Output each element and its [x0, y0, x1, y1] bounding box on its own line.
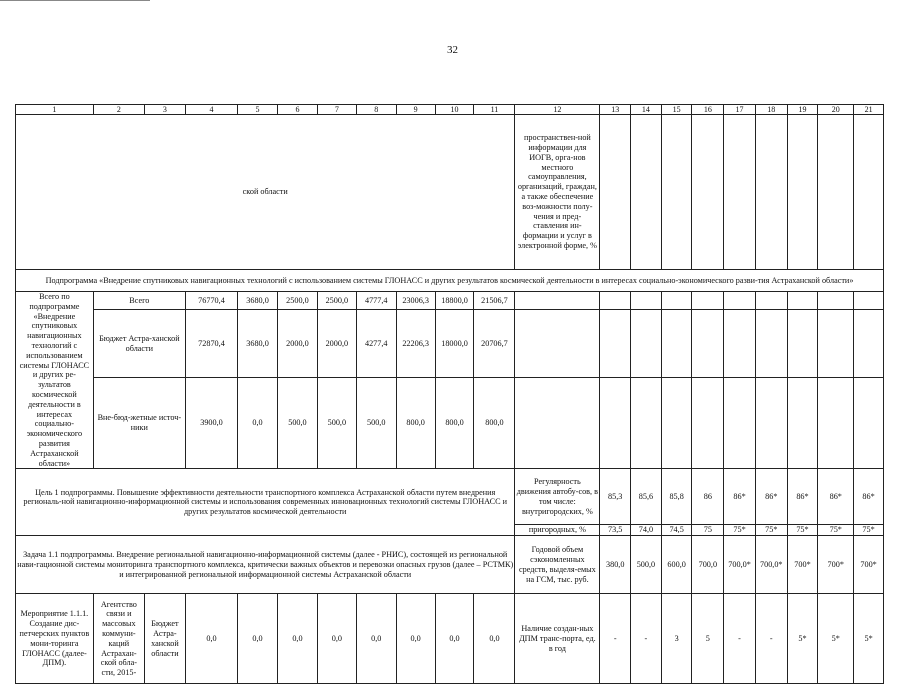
indicator-value: 75	[692, 525, 724, 536]
col-header: 2	[93, 105, 144, 115]
goal-text: Цель 1 подпрограммы. Повышение эффективности деятельности транспортного комплекса Астраханской области путем внедрения региональ-ной навигационно-информационной системы и использования современных инновационных технологий системы ГЛОНАСС и других результатов космической деятельности	[16, 469, 515, 536]
value-cell: 2000,0	[277, 309, 317, 377]
goal-indicator-suburban: пригородных, %	[515, 525, 600, 536]
indicator-value: 86*	[755, 469, 787, 525]
value-cell: 4277,4	[356, 309, 396, 377]
value-cell: 0,0	[238, 594, 278, 684]
indicator-value: 5*	[787, 594, 818, 684]
col-header: 10	[435, 105, 474, 115]
top-rule	[0, 0, 150, 1]
value-cell: 0,0	[317, 594, 356, 684]
value-cell: 18800,0	[435, 292, 474, 310]
indicator-value: 3	[661, 594, 692, 684]
page-number: 32	[447, 44, 458, 56]
indicator-value: 75*	[724, 525, 756, 536]
indicator-value: 75*	[854, 525, 884, 536]
funding-source: Вне-бюд-жетные источ-ники	[93, 378, 185, 469]
col-header: 16	[692, 105, 724, 115]
indicator-value: 85,6	[631, 469, 662, 525]
col-header: 20	[818, 105, 854, 115]
indicator-value: 86*	[787, 469, 818, 525]
value-cell: 2500,0	[277, 292, 317, 310]
indicator-value: 74,0	[631, 525, 662, 536]
measure-row	[16, 594, 884, 684]
indicator-value: 75*	[818, 525, 854, 536]
task-row	[16, 536, 884, 594]
col-header: 18	[755, 105, 787, 115]
task-indicator: Годовой объем сэкономленных средств, выделя-емых на ГСМ, тыс. руб.	[515, 536, 600, 594]
col-header: 7	[317, 105, 356, 115]
value-cell: 3680,0	[238, 309, 278, 377]
value-cell: 500,0	[317, 378, 356, 469]
indicator-value: 700,0*	[755, 536, 787, 594]
indicator-value: -	[631, 594, 662, 684]
continuation-indicator: пространствен-ной информации для ИОГВ, орга-нов местного самоуправления, организаций, граждан, а также обеспечение воз-можности полу-чения и пред-ставления ин-формации и услуг в электронной форме, %	[515, 115, 600, 270]
value-cell: 800,0	[435, 378, 474, 469]
subprogram-row	[16, 270, 884, 292]
indicator-value: 86*	[724, 469, 756, 525]
col-header: 19	[787, 105, 818, 115]
value-cell: 0,0	[474, 594, 515, 684]
indicator-value: 700*	[787, 536, 818, 594]
indicator-value: 86	[692, 469, 724, 525]
value-cell: 500,0	[277, 378, 317, 469]
total-row-all	[16, 292, 884, 310]
value-cell: 0,0	[277, 594, 317, 684]
measure-name: Мероприятие 1.1.1. Создание дис-петчерских пунктов мони-торинга ГЛОНАСС (далее-ДПМ).	[16, 594, 94, 684]
measure-indicator: Наличие создан-ных ДПМ транс-порта, ед. в год	[515, 594, 600, 684]
indicator-value: 74,5	[661, 525, 692, 536]
subprogram-title: Подпрограмма «Внедрение спутниковых навигационных технологий с использованием системы ГЛОНАСС и других результатов космической деятельности в интересах социально-экономического разви-тия Астраханской области»	[16, 270, 884, 292]
indicator-value: 380,0	[600, 536, 631, 594]
value-cell: 72870,4	[185, 309, 237, 377]
indicator-value: 86*	[854, 469, 884, 525]
indicator-value: 75*	[755, 525, 787, 536]
measure-executor: Агентство связи и массовых коммуни-каций Астрахан-ской обла-сти, 2015-	[93, 594, 144, 684]
funding-source: Всего	[93, 292, 185, 310]
program-table	[15, 104, 884, 684]
value-cell: 0,0	[435, 594, 474, 684]
value-cell: 3680,0	[238, 292, 278, 310]
value-cell: 21506,7	[474, 292, 515, 310]
goal-row	[16, 469, 884, 525]
col-header: 9	[396, 105, 435, 115]
indicator-value: 85,8	[661, 469, 692, 525]
value-cell: 76770,4	[185, 292, 237, 310]
col-header: 8	[356, 105, 396, 115]
value-cell: 3900,0	[185, 378, 237, 469]
continuation-text: ской области	[16, 115, 515, 270]
value-cell: 500,0	[356, 378, 396, 469]
indicator-value: -	[755, 594, 787, 684]
value-cell: 800,0	[396, 378, 435, 469]
value-cell: 800,0	[474, 378, 515, 469]
col-header: 17	[724, 105, 756, 115]
total-row-budget	[16, 309, 884, 377]
col-header: 1	[16, 105, 94, 115]
value-cell: 18000,0	[435, 309, 474, 377]
total-row-offbudget	[16, 378, 884, 469]
col-header: 3	[144, 105, 185, 115]
indicator-value: -	[600, 594, 631, 684]
value-cell: 20706,7	[474, 309, 515, 377]
continuation-row	[16, 115, 884, 270]
indicator-value: 5	[692, 594, 724, 684]
goal-indicator: Регулярность движения автобу-сов, в том числе: внутригородских, %	[515, 469, 600, 525]
value-cell: 2000,0	[317, 309, 356, 377]
indicator-value: 73,5	[600, 525, 631, 536]
col-header: 4	[185, 105, 237, 115]
indicator-value: 500,0	[631, 536, 662, 594]
col-header: 5	[238, 105, 278, 115]
col-header: 11	[474, 105, 515, 115]
indicator-value: 5*	[854, 594, 884, 684]
value-cell: 22206,3	[396, 309, 435, 377]
value-cell: 0,0	[396, 594, 435, 684]
indicator-value: 75*	[787, 525, 818, 536]
value-cell: 0,0	[185, 594, 237, 684]
total-name: Всего по подпрограмме «Внедрение спутниковых навигационных технологий с использованием системы ГЛОНАСС и других ре-зультатов космической деятельности в интересах социально-экономического развития Астраханской области»	[16, 292, 94, 469]
indicator-value: 700,0*	[724, 536, 756, 594]
col-header: 14	[631, 105, 662, 115]
indicator-value: 5*	[818, 594, 854, 684]
col-header: 6	[277, 105, 317, 115]
indicator-value: 600,0	[661, 536, 692, 594]
col-header: 15	[661, 105, 692, 115]
header-row	[16, 105, 884, 115]
col-header: 12	[515, 105, 600, 115]
task-text: Задача 1.1 подпрограммы. Внедрение региональной навигационно-информационной системы (далее - РНИС), состоящей из региональной нави-гационной системы мониторинга транспортного комплекса, критически важных объектов и перевозки опасных грузов (далее – РСТМК) и интегрированной региональной информационной системы Астраханской области	[16, 536, 515, 594]
value-cell: 0,0	[238, 378, 278, 469]
indicator-value: 86*	[818, 469, 854, 525]
col-header: 21	[854, 105, 884, 115]
indicator-value: 700*	[818, 536, 854, 594]
col-header: 13	[600, 105, 631, 115]
indicator-value: 700,0	[692, 536, 724, 594]
value-cell: 0,0	[356, 594, 396, 684]
indicator-value: -	[724, 594, 756, 684]
value-cell: 4777,4	[356, 292, 396, 310]
value-cell: 2500,0	[317, 292, 356, 310]
funding-source: Бюджет Астра-ханской области	[93, 309, 185, 377]
indicator-value: 700*	[854, 536, 884, 594]
indicator-value: 85,3	[600, 469, 631, 525]
measure-source: Бюджет Астра-ханской области	[144, 594, 185, 684]
value-cell: 23006,3	[396, 292, 435, 310]
